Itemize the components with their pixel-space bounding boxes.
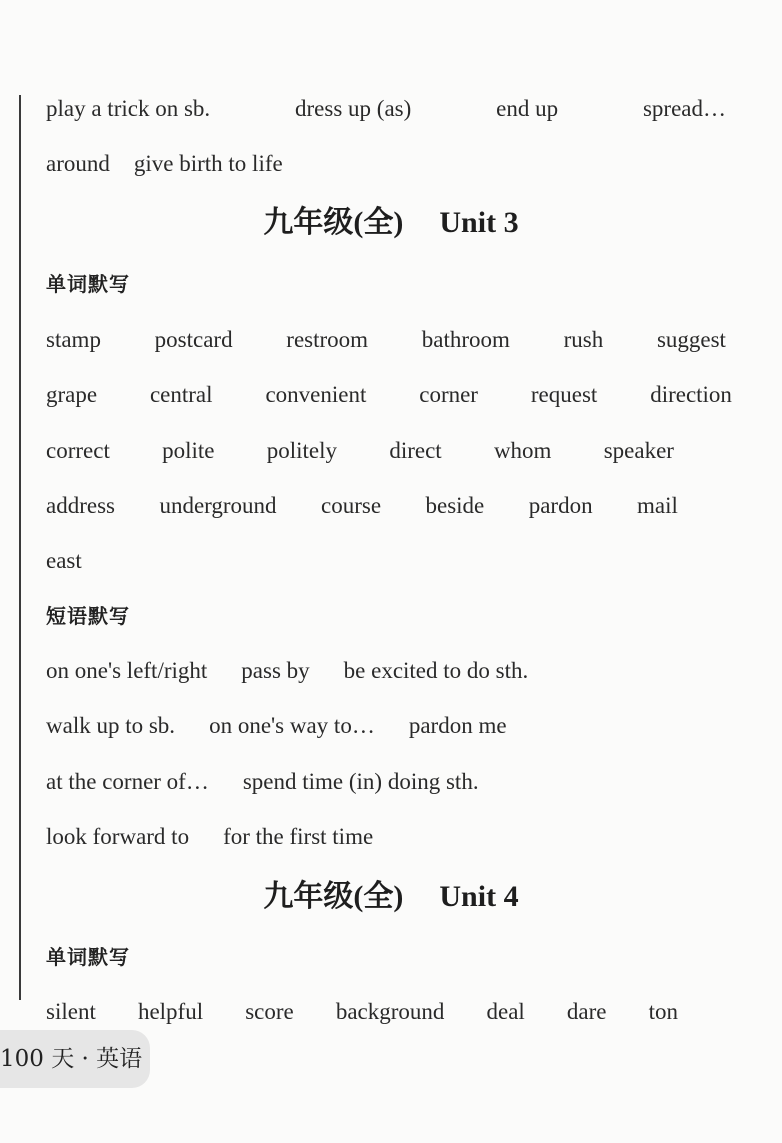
word: rush <box>563 327 604 352</box>
phrase: at the corner of… <box>46 769 209 794</box>
word: bathroom <box>421 327 510 352</box>
word: corner <box>419 382 478 407</box>
word: silent <box>46 999 96 1024</box>
page-footer-label: 100 天 · 英语 <box>0 1046 143 1072</box>
phrase: pass by <box>241 658 310 683</box>
unit-label: Unit 4 <box>439 880 519 913</box>
word: underground <box>159 493 277 518</box>
phrase: spend time (in) doing sth. <box>242 769 479 794</box>
word-line <box>46 437 674 465</box>
word: correct <box>46 438 110 463</box>
word: course <box>321 493 382 518</box>
word: politely <box>266 438 338 463</box>
word: dare <box>566 999 607 1024</box>
phrase: dress up (as) <box>295 96 412 121</box>
phrase: play a trick on sb. <box>46 96 211 121</box>
word-line <box>46 492 678 520</box>
word: grape <box>46 382 98 407</box>
word: whom <box>493 438 552 463</box>
word-line <box>46 547 726 575</box>
word: mail <box>637 493 678 518</box>
unit-label: Unit 3 <box>439 206 519 239</box>
phrase: give birth to life <box>133 151 283 176</box>
word: deal <box>486 999 525 1024</box>
section-label-words: 单词默写 <box>46 945 130 969</box>
word-line <box>46 998 678 1026</box>
phrase: spread… <box>642 96 726 121</box>
word: ton <box>648 999 678 1024</box>
word: direct <box>389 438 442 463</box>
phrase: end up <box>496 96 559 121</box>
phrase: pardon me <box>408 713 507 738</box>
phrase: look forward to <box>46 824 190 849</box>
word: speaker <box>603 438 674 463</box>
word: stamp <box>46 327 101 352</box>
word: east <box>46 548 82 573</box>
word-line <box>46 326 726 354</box>
word: polite <box>162 438 215 463</box>
word: helpful <box>137 999 204 1024</box>
section-label-phrases: 短语默写 <box>46 604 130 628</box>
word: postcard <box>154 327 233 352</box>
phrase-line <box>46 150 726 178</box>
word: pardon <box>528 493 593 518</box>
word: direction <box>650 382 732 407</box>
phrase: for the first time <box>223 824 374 849</box>
word: beside <box>425 493 485 518</box>
word-line <box>46 381 732 409</box>
phrase-line <box>46 657 726 685</box>
word: background <box>335 999 445 1024</box>
grade-label: 九年级(全) <box>263 880 404 913</box>
word: central <box>149 382 213 407</box>
phrase-line <box>46 768 726 796</box>
phrase: around <box>46 151 110 176</box>
phrase: on one's left/right <box>46 658 208 683</box>
word: restroom <box>286 327 369 352</box>
phrase: on one's way to… <box>209 713 375 738</box>
word: address <box>46 493 115 518</box>
section-label-words: 单词默写 <box>46 272 130 296</box>
phrase-line <box>46 95 726 123</box>
word: convenient <box>265 382 367 407</box>
phrase: walk up to sb. <box>46 713 176 738</box>
unit-heading <box>0 205 782 241</box>
phrase-line <box>46 823 726 851</box>
word: suggest <box>656 327 726 352</box>
grade-label: 九年级(全) <box>263 206 404 239</box>
phrase: be excited to do sth. <box>343 658 529 683</box>
word: request <box>530 382 598 407</box>
word: score <box>245 999 294 1024</box>
unit-heading <box>0 879 782 915</box>
phrase-line <box>46 712 726 740</box>
